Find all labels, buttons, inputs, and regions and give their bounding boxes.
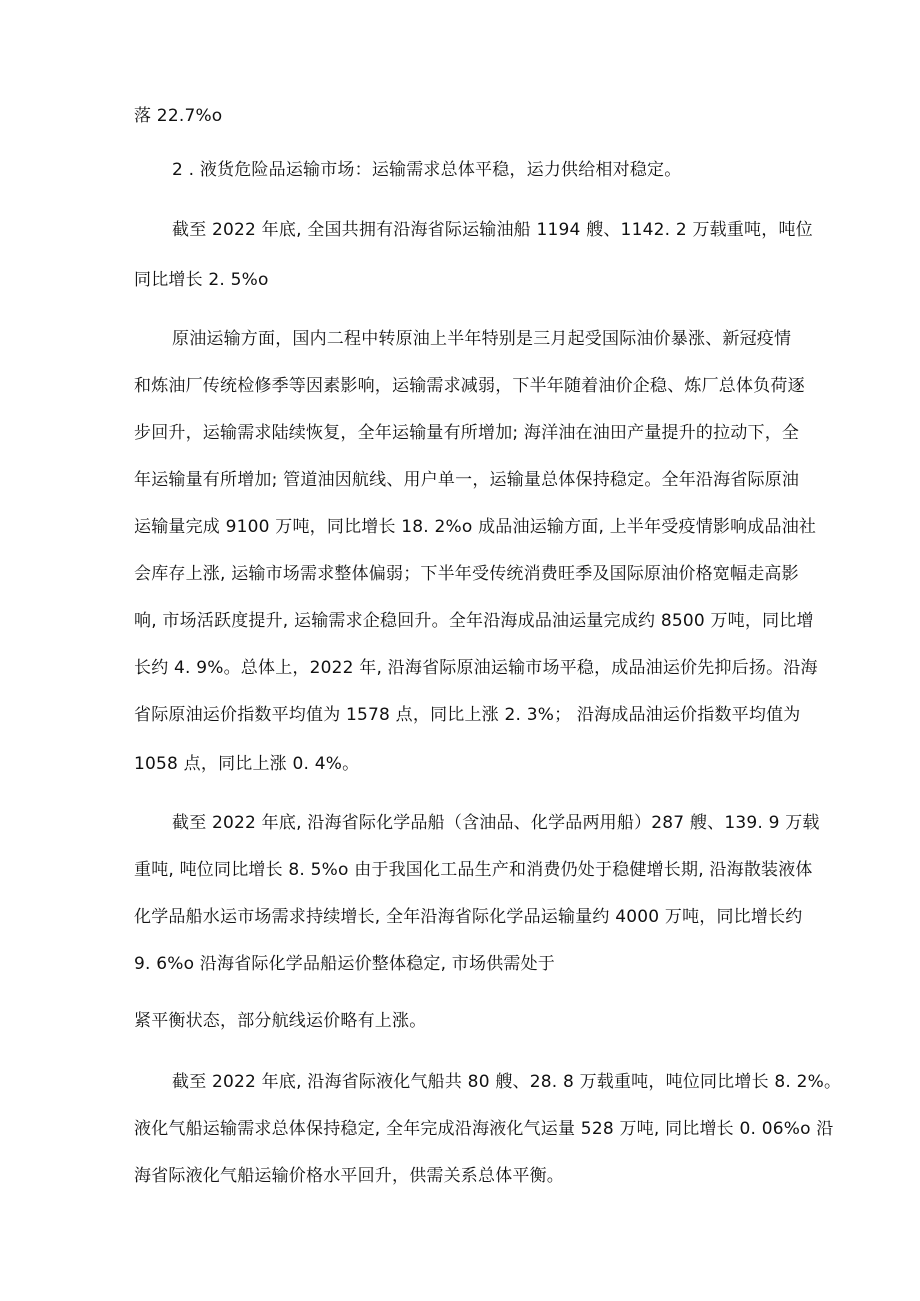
text-line: 运输量完成 9100 万吨，同比增长 18. 2%o 成品油运输方面, 上半年受疫情影响成品油社 [134,517,817,537]
text-line: 紧平衡状态，部分航线运价略有上涨。 [134,1011,427,1031]
text-line: 重吨, 吨位同比增长 8. 5%o 由于我国化工品生产和消费仍处于稳健增长期, 沿海散装液体 [134,860,813,880]
text-line: 步回升，运输需求陆续恢复，全年运输量有所增加; 海洋油在油田产量提升的拉动下，全 [134,423,800,443]
text-line: 响, 市场活跃度提升, 运输需求企稳回升。全年沿海成品油运量完成约 8500 万吨，同比增 [134,611,814,631]
text-line: 年运输量有所增加; 管道油因航线、用户单一，运输量总体保持稳定。全年沿海省际原油 [134,470,800,490]
text-line: 同比增长 2. 5%o [134,270,269,290]
text-line: 原油运输方面，国内二程中转原油上半年特别是三月起受国际油价暴涨、新冠疫情 [172,329,792,349]
text-line: 海省际液化气船运输价格水平回升，供需关系总体平衡。 [134,1166,564,1186]
text-line: 省际原油运价指数平均值为 1578 点，同比上涨 2. 3%； 沿海成品油运价指数平均值为 [134,705,801,725]
text-line: 1058 点，同比上涨 0. 4%。 [134,754,360,774]
section-heading: 2 . 液货危险品运输市场：运输需求总体平稳，运力供给相对稳定。 [172,160,682,180]
text-line: 截至 2022 年底, 全国共拥有沿海省际运输油船 1194 艘、1142. 2 万载重吨，吨位 [172,220,813,240]
text-line: 和炼油厂传统检修季等因素影响，运输需求减弱，下半年随着油价企稳、炼厂总体负荷逐 [134,376,805,396]
text-line: 截至 2022 年底, 沿海省际液化气船共 80 艘、28. 8 万载重吨，吨位同比增长 8. 2%。 [172,1072,842,1092]
text-line: 9. 6%o 沿海省际化学品船运价整体稳定, 市场供需处于 [134,954,556,974]
text-line: 落 22.7%o [134,106,223,126]
text-line: 截至 2022 年底, 沿海省际化学品船（含油品、化学品两用船）287 艘、139. 9 万载 [172,813,820,833]
text-line: 会库存上涨, 运输市场需求整体偏弱；下半年受传统消费旺季及国际原油价格宽幅走高影 [134,564,799,584]
text-line: 长约 4. 9%。总体上，2022 年, 沿海省际原油运输市场平稳，成品油运价先抑后扬。沿海 [134,658,818,678]
text-line: 液化气船运输需求总体保持稳定, 全年完成沿海液化气运量 528 万吨, 同比增长 0. 06%o 沿 [134,1119,834,1139]
text-line: 化学品船水运市场需求持续增长, 全年沿海省际化学品运输量约 4000 万吨，同比增长约 [134,907,803,927]
